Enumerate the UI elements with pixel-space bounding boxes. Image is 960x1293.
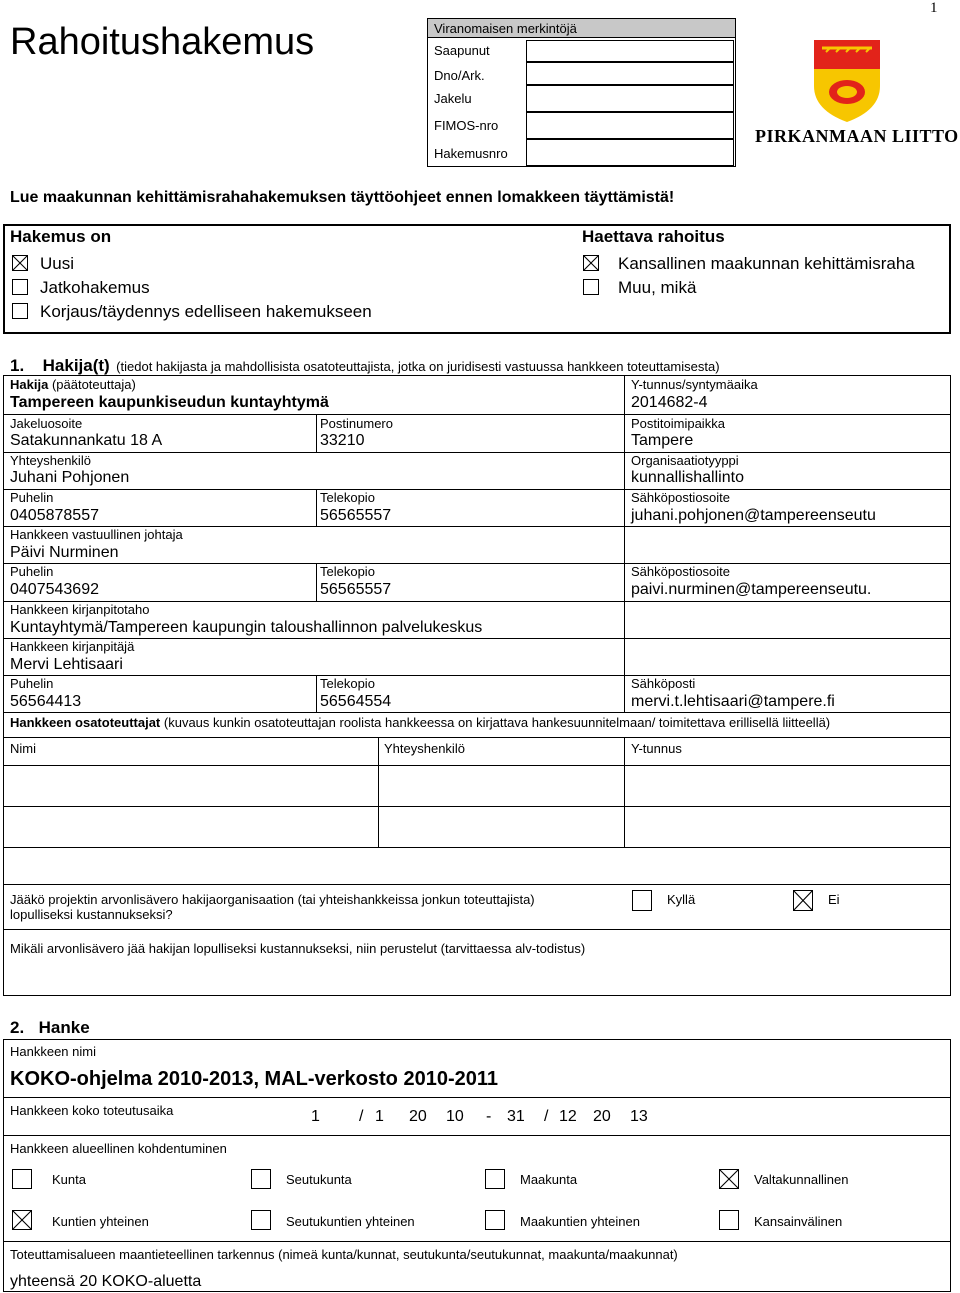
seutukuntien-yhteinen-label: Seutukuntien yhteinen	[286, 1214, 415, 1229]
page-number: 1	[930, 0, 938, 16]
start-day[interactable]: 1	[311, 1108, 320, 1125]
vat-question-line2: lopulliseksi kustannukseksi?	[10, 907, 173, 922]
accountant-phone-label: Puhelin	[10, 676, 54, 691]
seutukunta-label: Seutukunta	[286, 1172, 352, 1187]
area-label: Toteuttamisalueen maantieteellinen tarkennus (nimeä kunta/kunnat, seutukunta/seutukunnat, maakunta/maakunnat)	[10, 1247, 678, 1262]
instruction-text: Lue maakunnan kehittämisrahahakemuksen täyttöohjeet ennen lomakkeen täyttämistä!	[10, 189, 675, 206]
partners-col-nimi: Nimi	[10, 741, 36, 756]
start-year[interactable]: 10	[446, 1108, 464, 1125]
section1-note: (tiedot hakijasta ja mahdollisista osatoteuttajista, jotka on juridisesti vastuussa hankkeen toteuttamisesta)	[116, 359, 720, 374]
manager-phone-label: Puhelin	[10, 564, 54, 579]
kuntien-yhteinen-checkbox[interactable]	[12, 1210, 32, 1230]
authority-row-saapunut: Saapunut	[434, 43, 490, 58]
vat-yes-checkbox[interactable]	[632, 890, 652, 911]
manager-email-value[interactable]: paivi.nurminen@tampereenseutu.	[631, 581, 872, 598]
applicant-label	[10, 377, 136, 392]
orgtype-label: Organisaatiotyyppi	[631, 453, 739, 468]
kansallinen-label: Kansallinen maakunnan kehittämisraha	[618, 254, 915, 273]
x-mark-icon	[720, 1170, 738, 1188]
project-name-label: Hankkeen nimi	[10, 1044, 96, 1059]
accountant-label: Hankkeen kirjanpitäjä	[10, 639, 135, 654]
maakunta-checkbox[interactable]	[485, 1169, 505, 1189]
accountant-email-value[interactable]: mervi.t.lehtisaari@tampere.fi	[631, 693, 835, 710]
orgtype-value[interactable]: kunnallishallinto	[631, 469, 744, 486]
regional-label: Hankkeen alueellinen kohdentuminen	[10, 1141, 227, 1156]
jatkohakemus-label: Jatkohakemus	[40, 278, 150, 297]
ytunnus-label: Y-tunnus/syntymäaika	[631, 377, 758, 392]
dno-field[interactable]	[526, 62, 734, 85]
maakuntien-yhteinen-checkbox[interactable]	[485, 1210, 505, 1230]
end-century[interactable]: 20	[593, 1108, 611, 1125]
partners-col-ytunnus: Y-tunnus	[631, 741, 682, 756]
accountant-email-label: Sähköposti	[631, 676, 696, 691]
vat-no-checkbox[interactable]	[793, 890, 813, 911]
partners-heading-rest: (kuvaus kunkin osatoteuttajan roolista hankkeessa on kirjattava hankesuunnitelmaan/ toimitettava erillisellä liitteellä)	[163, 715, 831, 730]
manager-label: Hankkeen vastuullinen johtaja	[10, 527, 183, 542]
postcode-value[interactable]: 33210	[320, 432, 365, 449]
authority-row-dno: Dno/Ark.	[434, 68, 485, 83]
authority-row-jakelu: Jakelu	[434, 91, 472, 106]
email-value[interactable]: juhani.pohjonen@tampereenseutu	[631, 507, 876, 524]
muu-label: Muu, mikä	[618, 278, 697, 297]
page-title: Rahoitushakemus	[10, 21, 315, 63]
logo-text: PIRKANMAAN LIITTO	[755, 126, 959, 146]
vat-no-label: Ei	[828, 892, 840, 907]
section1-number: 1.	[10, 356, 25, 375]
manager-fax-label: Telekopio	[320, 564, 375, 579]
postcode-label: Postinumero	[320, 416, 393, 431]
manager-phone-value[interactable]: 0407543692	[10, 581, 99, 598]
email-label: Sähköpostiosoite	[631, 490, 731, 505]
phone-label: Puhelin	[10, 490, 54, 505]
maakuntien-yhteinen-label: Maakuntien yhteinen	[520, 1214, 640, 1229]
x-mark-icon	[13, 1211, 31, 1229]
x-mark-icon	[584, 256, 598, 270]
applicant-label-rest: (päätoteuttaja)	[51, 377, 136, 392]
valtakunnallinen-label: Valtakunnallinen	[754, 1172, 849, 1187]
accountant-fax-label: Telekopio	[320, 676, 375, 691]
end-month[interactable]: 12	[559, 1108, 577, 1125]
kunta-label: Kunta	[52, 1172, 86, 1187]
date-separator: /	[359, 1108, 364, 1125]
duration-value[interactable]	[0, 1108, 960, 1128]
partners-heading	[10, 715, 830, 730]
x-mark-icon	[13, 256, 27, 270]
project-name-value[interactable]: KOKO-ohjelma 2010-2013, MAL-verkosto 2010-2011	[10, 1068, 498, 1090]
kunta-checkbox[interactable]	[12, 1169, 32, 1189]
section2-title: Hanke	[38, 1018, 90, 1037]
fax-value[interactable]: 56565557	[320, 507, 392, 524]
manager-fax-value[interactable]: 56565557	[320, 581, 392, 598]
range-dash: -	[486, 1108, 492, 1125]
phone-value[interactable]: 0405878557	[10, 507, 99, 524]
muu-checkbox[interactable]	[583, 279, 599, 295]
korjaus-label: Korjaus/täydennys edelliseen hakemukseen	[40, 302, 372, 321]
application-type-header: Hakemus on	[10, 227, 112, 246]
uusi-checkbox[interactable]	[12, 255, 28, 271]
fimos-field[interactable]	[526, 112, 734, 139]
authority-row-fimos: FIMOS-nro	[434, 118, 499, 133]
address-label: Jakeluosoite	[10, 416, 83, 431]
authority-header: Viranomaisen merkintöjä	[434, 21, 577, 36]
maakunta-label: Maakunta	[520, 1172, 578, 1187]
date-separator: /	[544, 1108, 549, 1125]
manager-email-label: Sähköpostiosoite	[631, 564, 731, 579]
partners-heading-bold: Hankkeen osatoteuttajat	[10, 715, 161, 730]
start-century[interactable]: 20	[409, 1108, 427, 1125]
end-year[interactable]: 13	[630, 1108, 648, 1125]
vat-question-line1: Jääkö projektin arvonlisävero hakijaorganisaation (tai yhteishankkeissa jonkun toteuttajista)	[10, 892, 535, 907]
seutukuntien-yhteinen-checkbox[interactable]	[251, 1210, 271, 1230]
accountant-value[interactable]: Mervi Lehtisaari	[10, 656, 123, 673]
section1-heading	[10, 356, 720, 376]
end-day[interactable]: 31	[507, 1108, 525, 1125]
address-value[interactable]: Satakunnankatu 18 A	[10, 432, 163, 449]
x-mark-icon	[794, 891, 812, 910]
kansainvalinen-checkbox[interactable]	[719, 1210, 739, 1230]
jakelu-field[interactable]	[526, 85, 734, 112]
city-value[interactable]: Tampere	[631, 432, 694, 449]
city-label: Postitoimipaikka	[631, 416, 725, 431]
section2-number: 2.	[10, 1018, 25, 1037]
manager-value[interactable]: Päivi Nurminen	[10, 544, 119, 561]
ytunnus-value[interactable]: 2014682-4	[631, 394, 708, 411]
authority-row-hakemusnro: Hakemusnro	[434, 146, 508, 161]
partners-col-yhteyshenkilo: Yhteyshenkilö	[384, 741, 465, 756]
funding-header: Haettava rahoitus	[582, 227, 725, 246]
kansallinen-checkbox[interactable]	[583, 255, 599, 271]
area-value[interactable]: yhteensä 20 KOKO-aluetta	[10, 1273, 202, 1290]
kansainvalinen-label: Kansainvälinen	[754, 1214, 843, 1229]
saapunut-field[interactable]	[526, 40, 734, 62]
vat-yes-label: Kyllä	[667, 892, 696, 907]
accounting-office-value[interactable]: Kuntayhtymä/Tampereen kaupungin taloushallinnon palvelukeskus	[10, 619, 483, 636]
hakemusnro-field[interactable]	[526, 139, 734, 166]
applicant-label-bold: Hakija	[10, 377, 49, 392]
valtakunnallinen-checkbox[interactable]	[719, 1169, 739, 1189]
contact-label: Yhteyshenkilö	[10, 453, 91, 468]
uusi-label: Uusi	[40, 254, 75, 273]
fax-label: Telekopio	[320, 490, 375, 505]
start-month[interactable]: 1	[375, 1108, 384, 1125]
accountant-fax-value[interactable]: 56564554	[320, 693, 392, 710]
applicant-value[interactable]: Tampereen kaupunkiseudun kuntayhtymä	[10, 394, 329, 411]
seutukunta-checkbox[interactable]	[251, 1169, 271, 1189]
kuntien-yhteinen-label: Kuntien yhteinen	[52, 1214, 149, 1229]
section2-heading	[10, 1018, 90, 1038]
accountant-phone-value[interactable]: 56564413	[10, 693, 82, 710]
pirkanmaa-logo	[752, 36, 959, 148]
contact-value[interactable]: Juhani Pohjonen	[10, 469, 130, 486]
section1-title: Hakija(t)	[42, 356, 110, 375]
duration-label: Hankkeen koko toteutusaika	[10, 1103, 174, 1118]
accounting-office-label: Hankkeen kirjanpitotaho	[10, 602, 150, 617]
vat-reason-label: Mikäli arvonlisävero jää hakijan lopulliseksi kustannukseksi, niin perustelut (tarvittaessa alv-todistus)	[10, 941, 586, 956]
jatkohakemus-checkbox[interactable]	[12, 279, 28, 295]
korjaus-checkbox[interactable]	[12, 303, 28, 319]
